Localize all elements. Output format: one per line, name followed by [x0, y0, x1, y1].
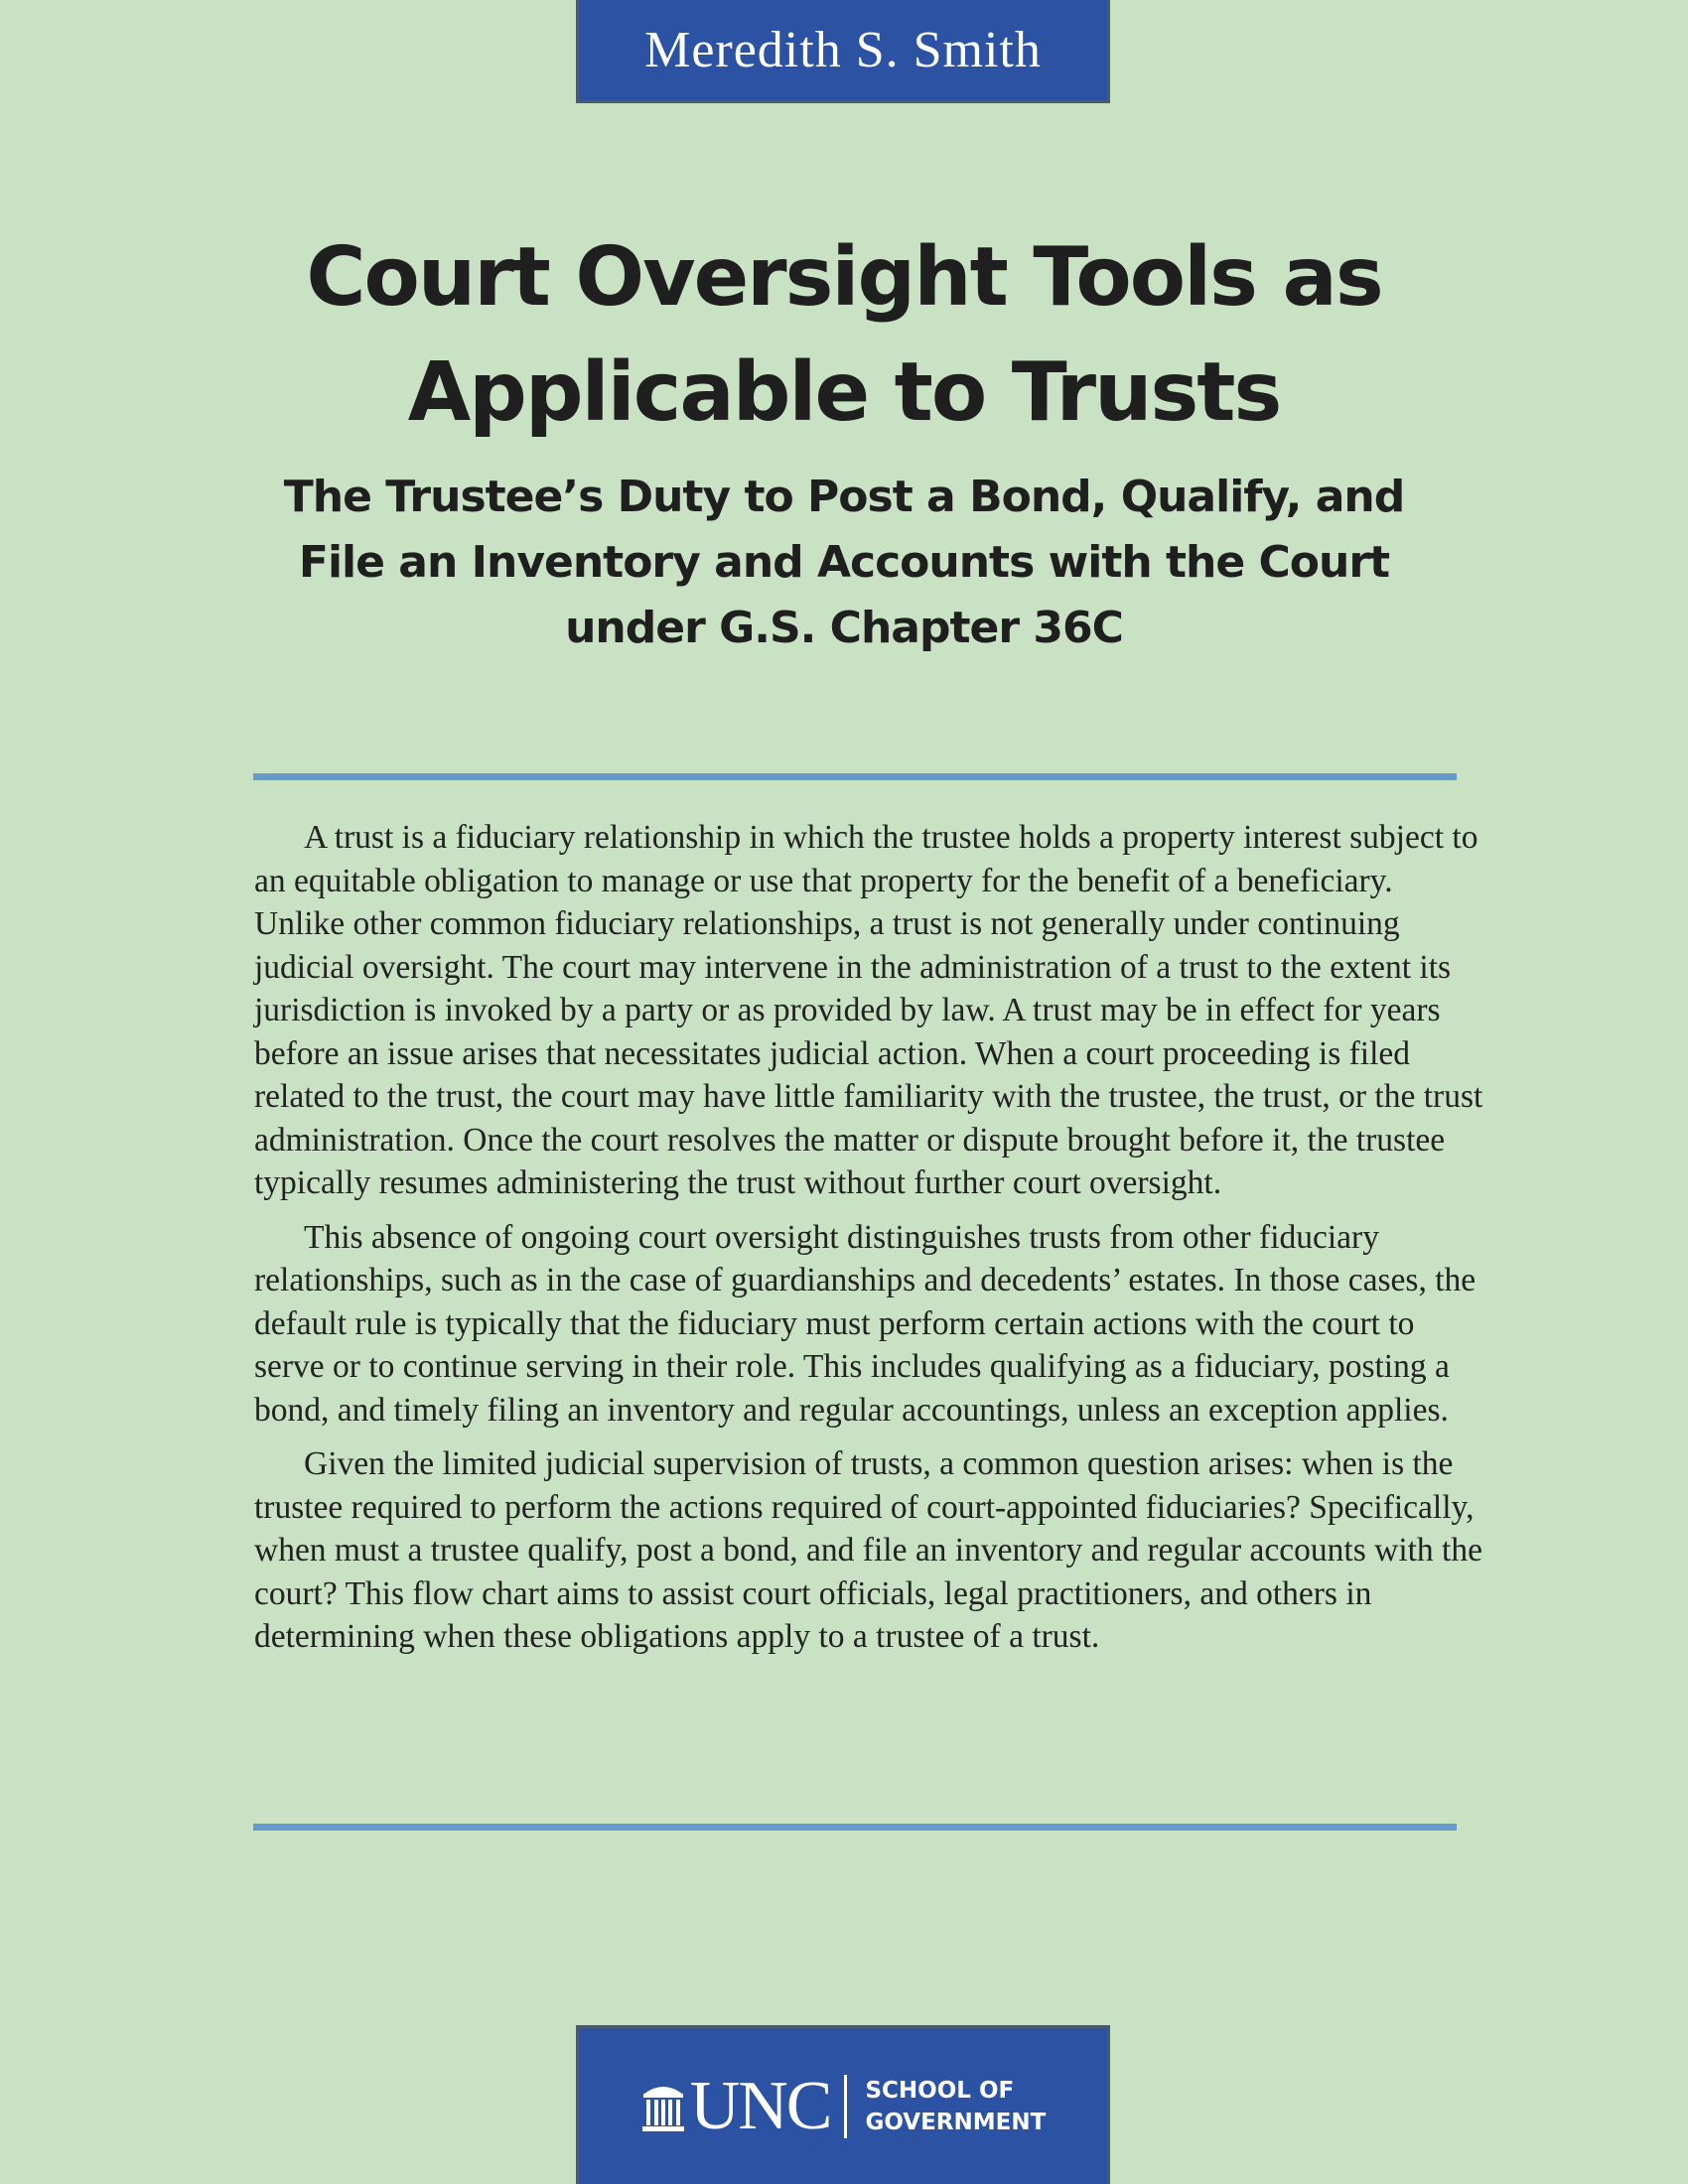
top-divider-rule	[253, 773, 1457, 780]
title-line-2: Applicable to Trusts	[407, 345, 1281, 440]
title-line-1: Court Oversight Tools as	[306, 230, 1382, 325]
school-line-2: GOVERNMENT	[865, 2109, 1047, 2135]
school-of-government-label	[865, 2075, 1046, 2138]
unc-wordmark: UNC	[689, 2067, 831, 2144]
document-subtitle	[0, 465, 1688, 661]
paragraph-3: Given the limited judicial supervision of trusts, a common question arises: when is the trustee required to perform the actions required of court-appointed fiduciaries? Specifically, when must a trustee qualify, post a bond, and file an inventory and regular accounts with the court? This flow chart aims to assist court officials, legal practitioners, and others in determining when these obligations apply to a trustee of a trust.	[254, 1445, 1482, 1655]
paragraph-1: A trust is a fiduciary relationship in which the trustee holds a property interest subject to an equitable obligation to manage or use that property for the benefit of a beneficiary. Unlike other common fiduciary relationships, a trust is not generally under continuing judicial oversight. The court may intervene in the administration of a trust to the extent its jurisdiction is invoked by a party or as provided by law. A trust may be in effect for years before an issue arises that necessitates judicial action. When a court proceeding is filed related to the trust, the court may have little familiarity with the trustee, the trust, or the trust administration. Once the court resolves the matter or dispute brought before it, the trustee typically resumes administering the trust without further court oversight.	[254, 819, 1483, 1201]
unc-logo	[640, 2067, 1047, 2144]
body-text	[254, 816, 1485, 1670]
bottom-divider-rule	[253, 1824, 1457, 1831]
document-title	[0, 220, 1688, 451]
subtitle-line-1: The Trustee’s Duty to Post a Bond, Qualify, and	[283, 472, 1405, 522]
author-banner	[576, 0, 1110, 103]
logo-divider	[844, 2075, 847, 2138]
paragraph-2: This absence of ongoing court oversight distinguishes trusts from other fiduciary relationships, such as in the case of guardianships and decedents’ estates. In those cases, the default rule is typically that the fiduciary must perform certain actions with the court to serve or to continue serving in their role. This includes qualifying as a fiduciary, posting a bond, and timely filing an inventory and regular accountings, unless an exception applies.	[254, 1218, 1477, 1429]
unc-logo-banner	[576, 2025, 1110, 2184]
author-name: Meredith S. Smith	[644, 22, 1042, 78]
subtitle-line-3: under G.S. Chapter 36C	[565, 603, 1123, 653]
school-line-1: SCHOOL OF	[865, 2077, 1015, 2104]
old-well-icon	[640, 2078, 686, 2135]
subtitle-line-2: File an Inventory and Accounts with the Court	[298, 537, 1390, 588]
